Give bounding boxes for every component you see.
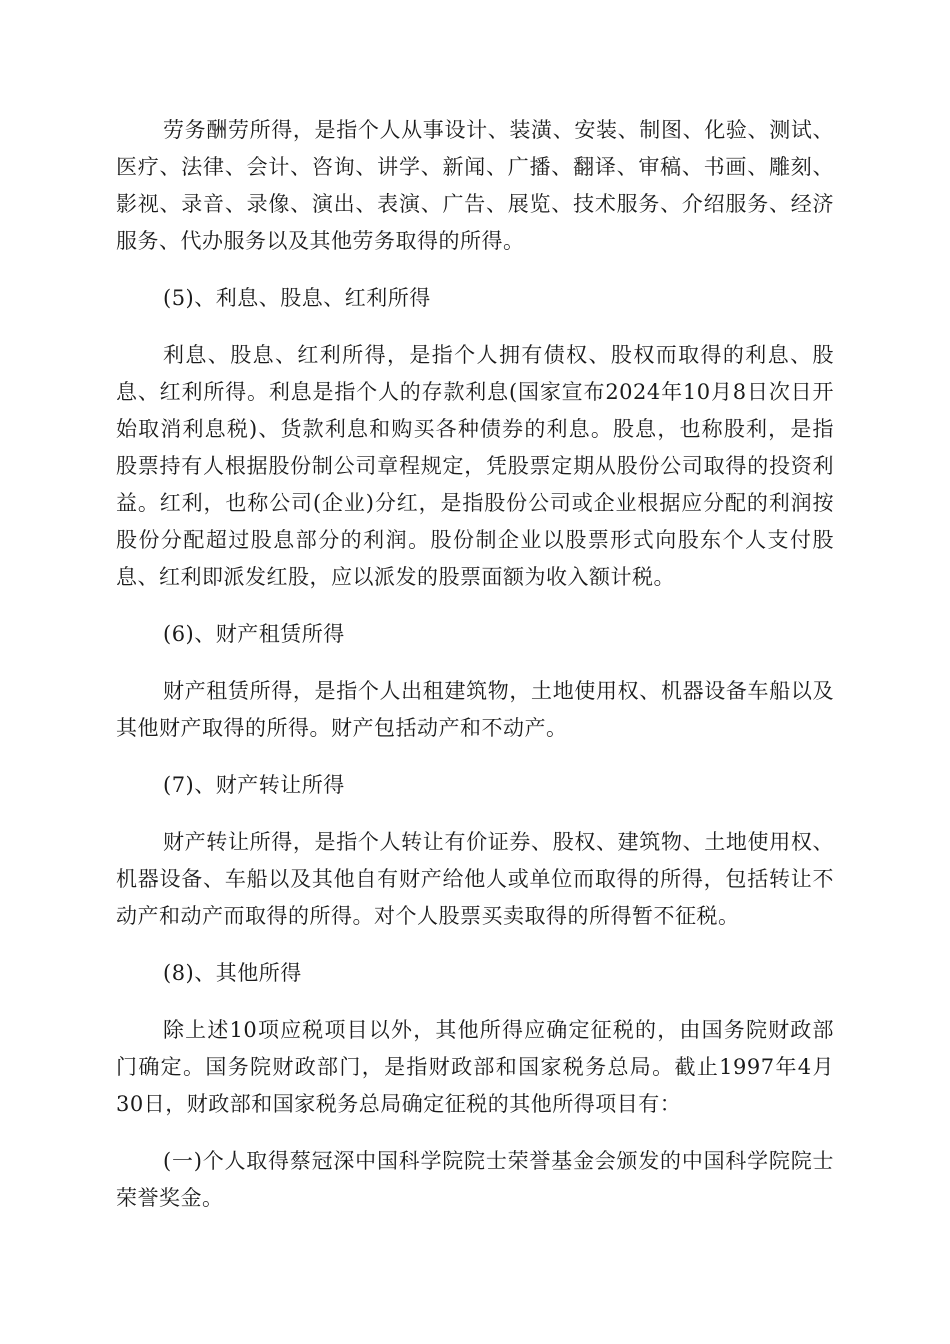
paragraph-property-transfer: 财产转让所得，是指个人转让有价证券、股权、建筑物、土地使用权、机器设备、车船以及其他自有财产给他人或单位而取得的所得，包括转让不动产和动产而取得的所得。对个人股票买卖取得的所得暂不征税。 bbox=[116, 830, 834, 928]
document-page bbox=[116, 112, 834, 1237]
heading-property-transfer: (7)、财产转让所得 bbox=[163, 773, 345, 797]
heading-other-income: (8)、其他所得 bbox=[163, 961, 302, 985]
paragraph-academician-award: (一)个人取得蔡冠深中国科学院院士荣誉基金会颁发的中国科学院院士荣誉奖金。 bbox=[116, 1149, 834, 1210]
heading-property-lease: (6)、财产租赁所得 bbox=[163, 622, 345, 646]
paragraph-other-income: 除上述10项应税项目以外，其他所得应确定征税的，由国务院财政部门确定。国务院财政部门，是指财政部和国家税务总局。截止1997年4月30日，财政部和国家税务总局确定征税的其他所得项目有： bbox=[116, 1018, 834, 1116]
paragraph-property-lease: 财产租赁所得，是指个人出租建筑物，土地使用权、机器设备车船以及其他财产取得的所得。财产包括动产和不动产。 bbox=[116, 679, 834, 740]
paragraph-interest-income: 利息、股息、红利所得，是指个人拥有债权、股权而取得的利息、股息、红利所得。利息是指个人的存款利息(国家宣布2024年10月8日次日开始取消利息税)、货款利息和购买各种债券的利息。股息，也称股利，是指股票持有人根据股份制公司章程规定，凭股票定期从股份公司取得的投资利益。红利，也称公司(企业)分红，是指股份公司或企业根据应分配的利润按股份分配超过股息部分的利润。股份制企业以股票形式向股东个人支付股息、红利即派发红股，应以派发的股票面额为收入额计税。 bbox=[116, 343, 834, 589]
paragraph-labor-income: 劳务酬劳所得，是指个人从事设计、装潢、安装、制图、化验、测试、医疗、法律、会计、咨询、讲学、新闻、广播、翻译、审稿、书画、雕刻、影视、录音、录像、演出、表演、广告、展览、技术服务、介绍服务、经济服务、代办服务以及其他劳务取得的所得。 bbox=[116, 118, 834, 253]
heading-interest-income: (5)、利息、股息、红利所得 bbox=[163, 286, 431, 310]
